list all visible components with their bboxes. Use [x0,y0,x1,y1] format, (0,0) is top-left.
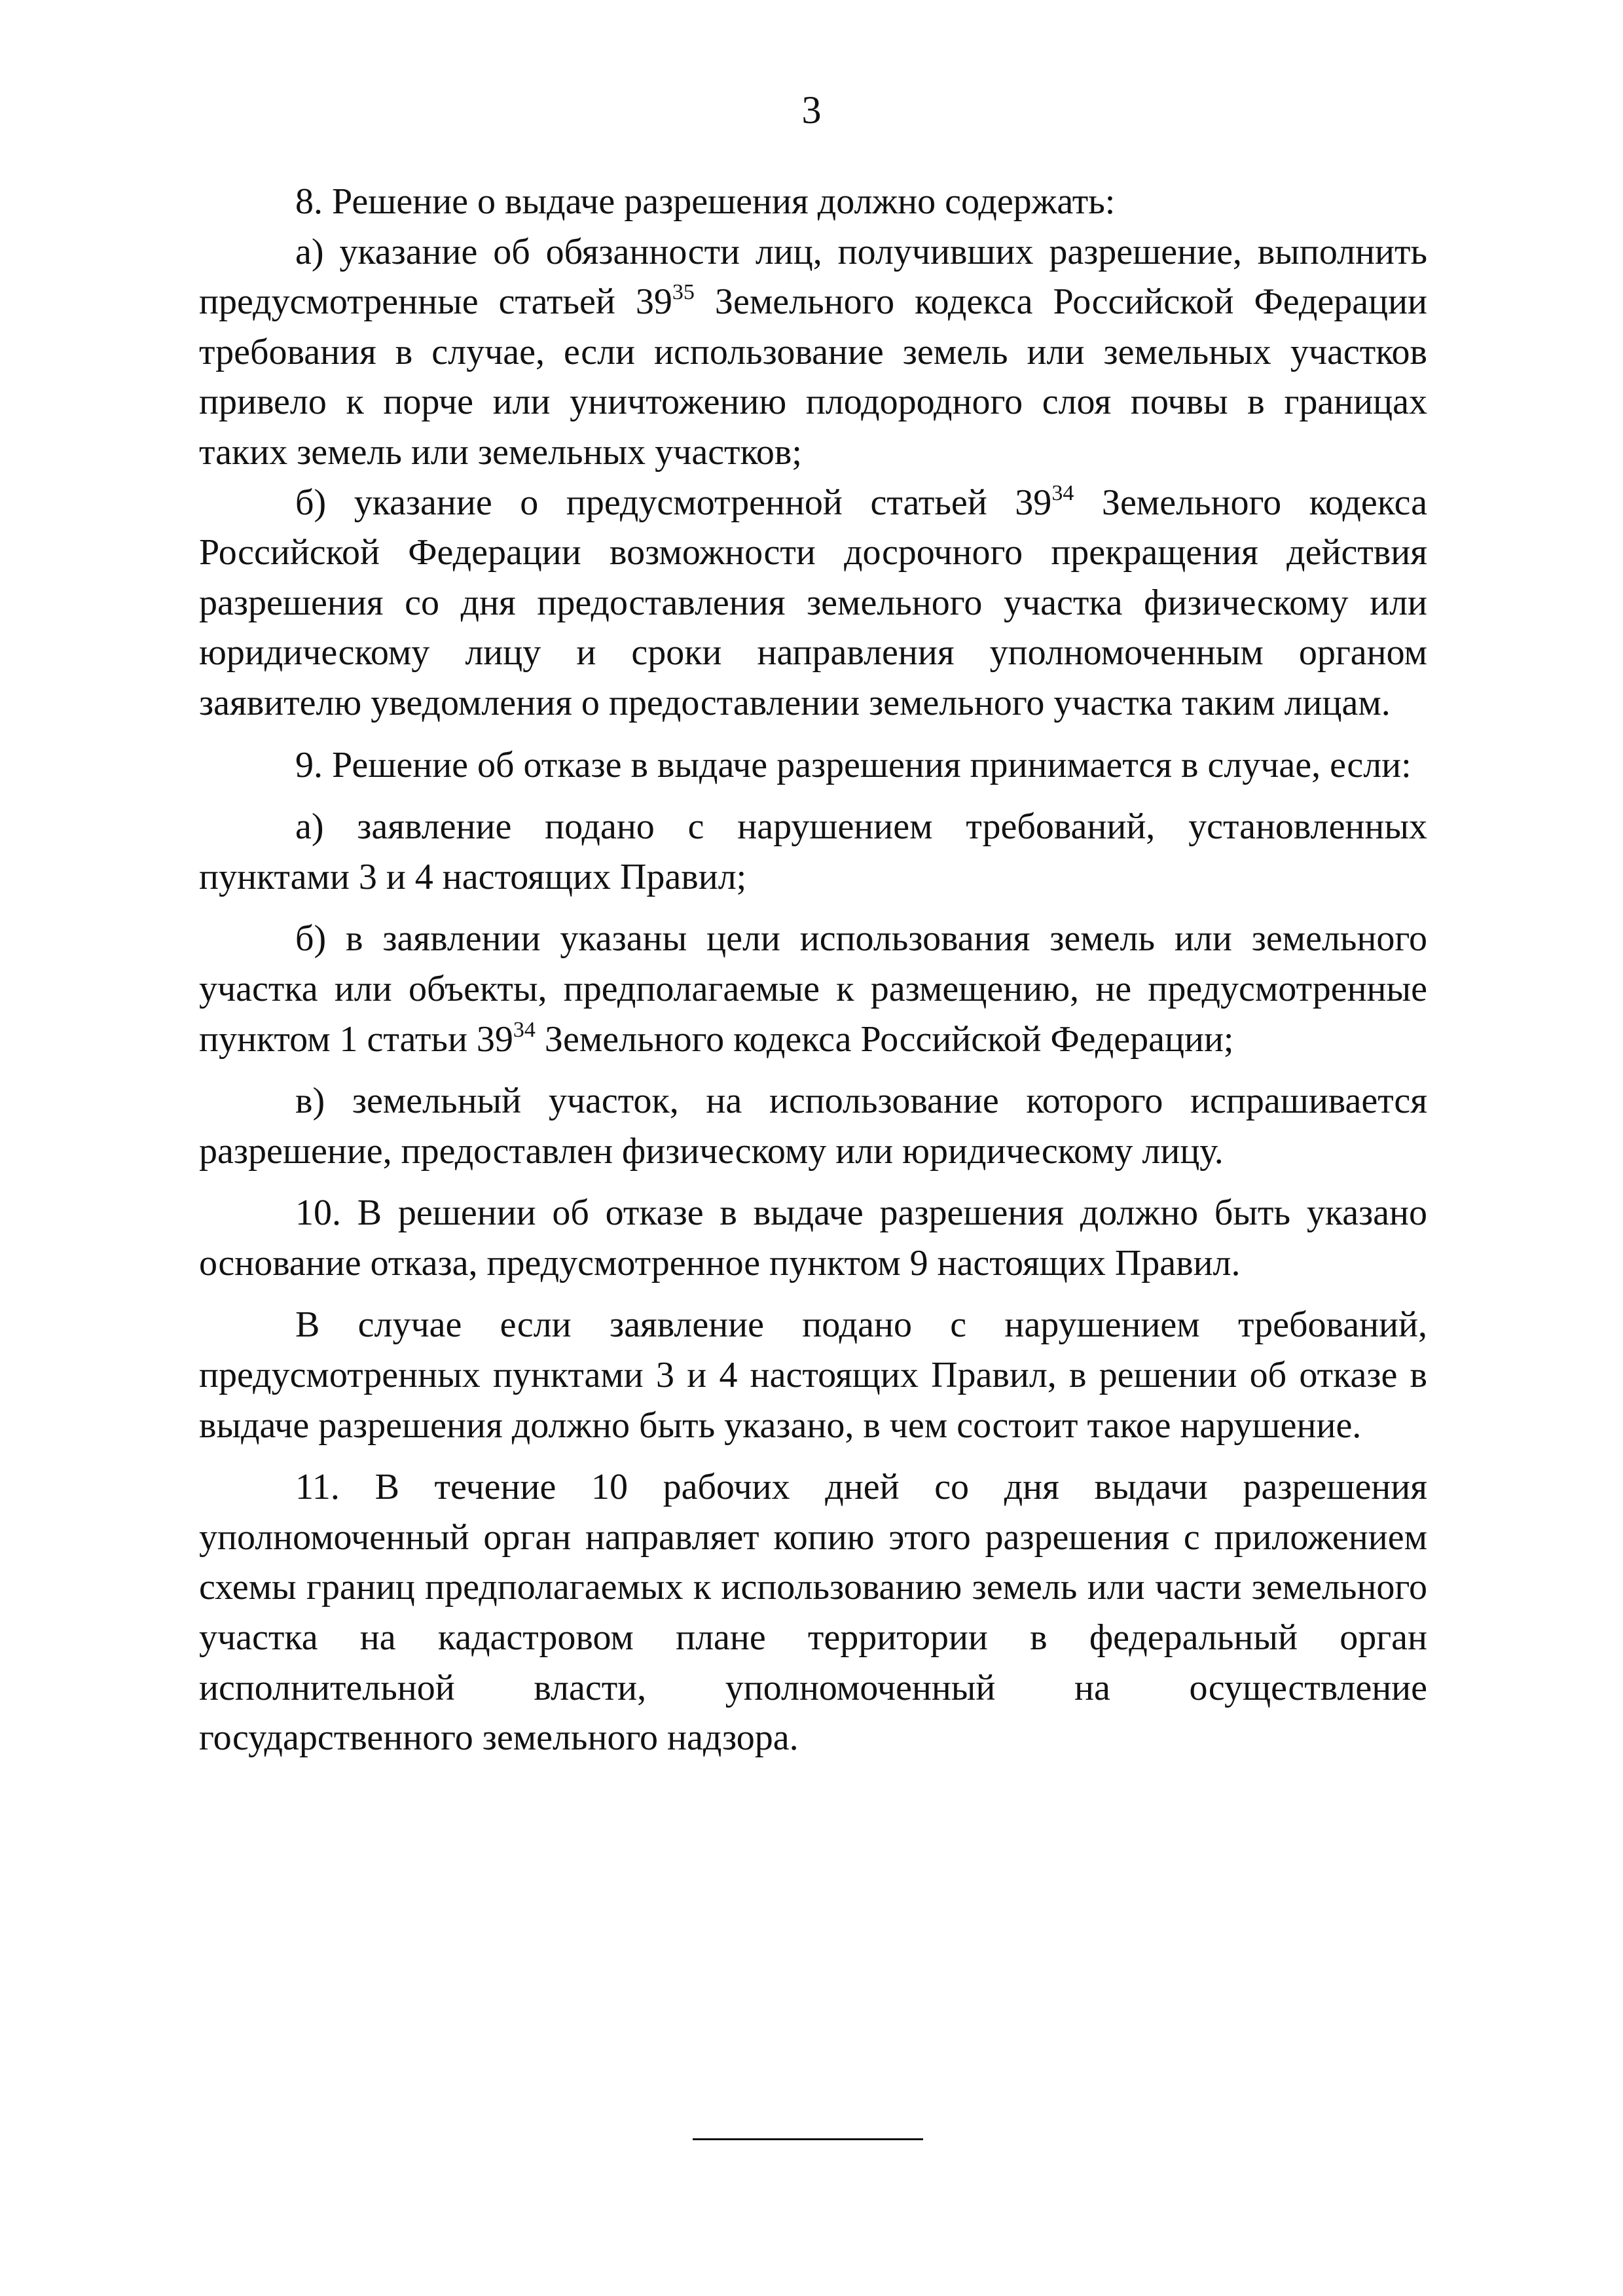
paragraph-8a-text-end: Земельного кодекса Российской Федерации требования в случае, если использование земель или земельных участков привело к порче или уничтожению плодородного слоя почвы в границах таких земель или земельных участков; [199,281,1427,473]
paragraph-8b [199,478,1427,728]
paragraph-9: 9. Решение об отказе в выдаче разрешения принимается в случае, если: [295,744,1412,785]
paragraph-8a-text-start: а) указание об обязанности лиц, получивших разрешение, выполнить предусмотренные статьей 39 [199,231,1427,323]
article-superscript: 34 [1051,480,1074,505]
paragraph-8b-text-end: Земельного кодекса Российской Федерации возможности досрочного прекращения действия разрешения со дня предоставления земельного участка физическому или юридическому лицу и сроки направления уполномоченным органом заявителю уведомления о предоставлении земельного участка таким лицам. [199,482,1427,723]
article-superscript: 35 [672,280,695,305]
paragraph-9b-text-start: б) в заявлении указаны цели использования земель или земельного участка или объекты, предполагаемые к размещению, не предусмотренные пунктом 1 статьи 39 [199,918,1427,1060]
paragraph-9b [199,914,1427,1064]
paragraph-9b-text-end: Земельного кодекса Российской Федерации; [535,1018,1234,1060]
end-of-document-rule [693,2138,923,2140]
paragraph-11: 11. В течение 10 рабочих дней со дня выдачи разрешения уполномоченный орган направляет копию этого разрешения с приложением схемы границ предполагаемых к использованию земель или части земельного участка на кадастровом плане территории в федеральный орган исполнительной власти, уполномоченный на осуществление государственного земельного надзора. [199,1467,1427,1759]
paragraph-9c: в) земельный участок, на использование которого испрашивается разрешение, предоставлен физическому или юридическому лицу. [199,1081,1427,1172]
paragraph-8: 8. Решение о выдаче разрешения должно содержать: [295,181,1116,222]
document-body [199,177,1427,1763]
article-superscript: 34 [513,1017,536,1042]
paragraph-10: 10. В решении об отказе в выдаче разрешения должно быть указано основание отказа, предусмотренное пунктом 9 настоящих Правил. [199,1193,1427,1283]
paragraph-10-continuation: В случае если заявление подано с нарушением требований, предусмотренных пунктами 3 и 4 настоящих Правил, в решении об отказе в выдаче разрешения должно быть указано, в чем состоит такое нарушение. [199,1304,1427,1446]
paragraph-8a [199,227,1427,478]
page-number: 3 [801,88,822,132]
paragraph-8b-text-start: б) указание о предусмотренной статьей 39 [295,482,1052,523]
paragraph-9a: а) заявление подано с нарушением требований, установленных пунктами 3 и 4 настоящих Правил; [199,806,1427,897]
